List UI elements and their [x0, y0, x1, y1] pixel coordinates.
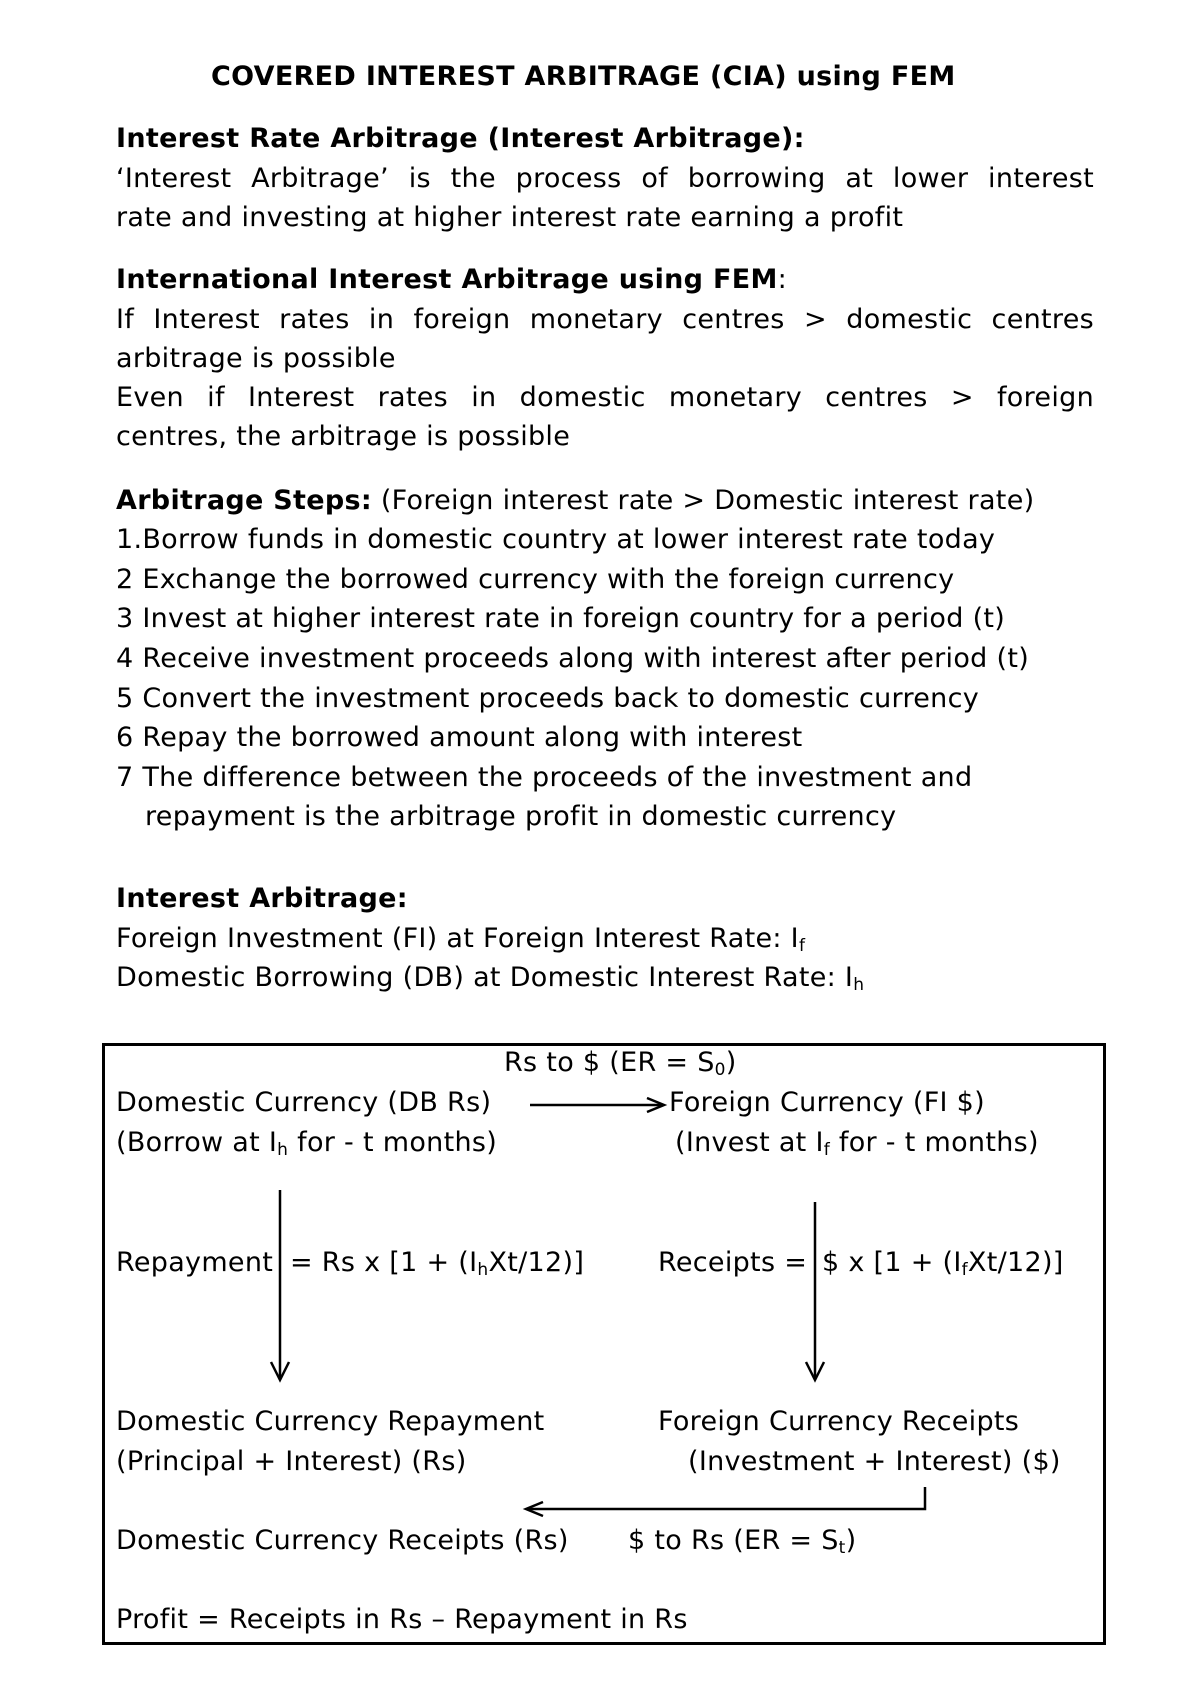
forward-rate-subscript: t — [838, 1538, 846, 1558]
dollar-to-rs-close: ) — [845, 1525, 857, 1556]
receipts-formula-end: Xt/12)] — [967, 1247, 1064, 1278]
receipts-label: Receipts = — [658, 1247, 808, 1278]
foreign-receipts-node: Foreign Currency Receipts — [658, 1406, 1020, 1437]
domestic-borrowing-rate-text: Domestic Borrowing (DB) at Domestic Interest Rate: I — [116, 962, 854, 993]
rs-to-dollar-close: ) — [725, 1047, 737, 1078]
conversion-arrow-line — [528, 1487, 925, 1509]
interest-rate-arbitrage-heading: Interest Rate Arbitrage (Interest Arbitrage): — [116, 123, 805, 154]
invest-terms-period: for - t months) — [830, 1127, 1039, 1158]
repayment-rate-subscript: h — [477, 1260, 489, 1280]
repayment-label: Repayment — [116, 1247, 274, 1278]
rs-to-dollar-text: Rs to $ (ER = S — [504, 1047, 715, 1078]
interest-arbitrage-heading: Interest Arbitrage: — [116, 883, 408, 914]
international-arbitrage-heading-text: International Interest Arbitrage using FEM — [116, 264, 778, 295]
domestic-repayment-node: Domestic Currency Repayment — [116, 1406, 545, 1437]
domestic-repayment-detail: (Principal + Interest) (Rs) — [116, 1446, 467, 1477]
step-item: 7 The difference between the proceeds of the investment and — [116, 762, 973, 793]
foreign-investment-rate-text: Foreign Investment (FI) at Foreign Interest Rate: I — [116, 923, 799, 954]
page-title: COVERED INTEREST ARBITRAGE (CIA) using FEM — [211, 61, 956, 92]
borrow-rate-subscript: h — [277, 1140, 289, 1160]
invest-terms-text: (Invest at I — [675, 1127, 824, 1158]
profit-formula: Profit = Receipts in Rs – Repayment in Rs — [116, 1604, 688, 1635]
interest-arbitrage-definition-line1: ‘Interest Arbitrage’ is the process of borrowing at lower interest — [116, 163, 1094, 194]
step-item: 3 Invest at higher interest rate in foreign country for a period (t) — [116, 603, 1006, 634]
repayment-formula-text: = Rs x [1 + (I — [290, 1247, 478, 1278]
interest-arbitrage-definition-line2: rate and investing at higher interest rate earning a profit — [116, 202, 904, 233]
domestic-receipts-node: Domestic Currency Receipts (Rs) — [116, 1525, 569, 1556]
international-arbitrage-line2: arbitrage is possible — [116, 343, 396, 374]
foreign-receipts-detail: (Investment + Interest) ($) — [688, 1446, 1061, 1477]
foreign-currency-node: Foreign Currency (FI $) — [669, 1087, 985, 1118]
step-item: 6 Repay the borrowed amount along with interest — [116, 722, 803, 753]
receipts-rate-subscript: f — [961, 1260, 968, 1280]
step-item: 2 Exchange the borrowed currency with the foreign currency — [116, 564, 955, 595]
step-item: 1.Borrow funds in domestic country at lower interest rate today — [116, 524, 996, 555]
repayment-formula-end: Xt/12)] — [488, 1247, 585, 1278]
receipts-formula-text: $ x [1 + (I — [822, 1247, 962, 1278]
international-arbitrage-line1: If Interest rates in foreign monetary centres > domestic centres — [116, 304, 1094, 335]
domestic-rate-subscript: h — [853, 975, 865, 995]
dollar-to-rs-text: $ to Rs (ER = S — [628, 1525, 839, 1556]
foreign-rate-subscript: f — [798, 936, 806, 956]
arbitrage-steps-title: Arbitrage Steps: — [116, 485, 372, 516]
borrow-terms-period: for - t months) — [288, 1127, 498, 1158]
international-arbitrage-line3: Even if Interest rates in domestic monetary centres > foreign — [116, 382, 1094, 413]
international-arbitrage-line4: centres, the arbitrage is possible — [116, 421, 571, 452]
arbitrage-steps-condition: (Foreign interest rate > Domestic interest rate) — [371, 485, 1035, 516]
step-item-continuation: repayment is the arbitrage profit in domestic currency — [145, 801, 897, 832]
step-item: 4 Receive investment proceeds along with interest after period (t) — [116, 643, 1030, 674]
invest-rate-subscript: f — [823, 1140, 831, 1160]
borrow-terms-text: (Borrow at I — [116, 1127, 278, 1158]
spot-rate-subscript: 0 — [714, 1060, 726, 1080]
domestic-currency-node: Domestic Currency (DB Rs) — [116, 1087, 492, 1118]
heading-colon: : — [777, 264, 788, 295]
step-item: 5 Convert the investment proceeds back to domestic currency — [116, 683, 979, 714]
